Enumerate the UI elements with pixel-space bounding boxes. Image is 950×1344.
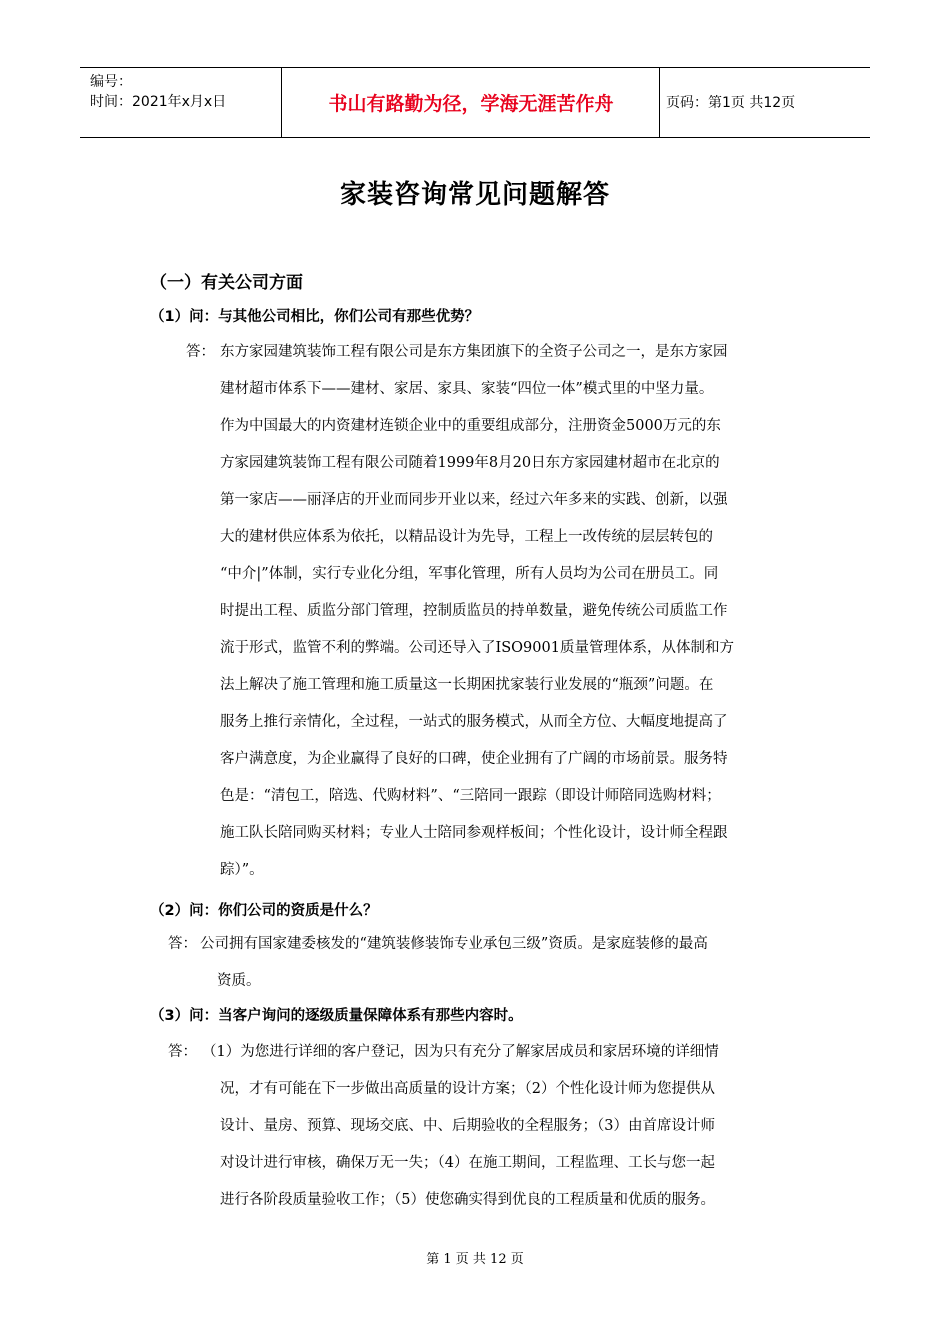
answer-line: 作为中国最大的内资建材连锁企业中的重要组成部分，注册资金5000万元的东 bbox=[220, 418, 721, 434]
answer-body bbox=[202, 1034, 719, 1219]
page-footer: 第 1 页 共 12 页 bbox=[426, 1252, 524, 1267]
time-label: 时间：2021年x月x日 bbox=[90, 94, 227, 110]
section-heading: （一）有关公司方面 bbox=[150, 273, 303, 293]
answer-line: 服务上推行亲情化，全过程，一站式的服务模式，从而全方位、大幅度地提高了 bbox=[220, 714, 728, 730]
answer-line: 况，才有可能在下一步做出高质量的设计方案；（2）个性化设计师为您提供从 bbox=[220, 1081, 715, 1097]
answer-line: 客户满意度，为企业赢得了良好的口碑，使企业拥有了广阔的市场前景。服务特 bbox=[220, 751, 728, 767]
answer-line: 色是：“清包工，陪选、代购材料”、“三陪同一跟踪（即设计师陪同选购材料； bbox=[220, 788, 721, 804]
answer-line: 资质。 bbox=[217, 973, 261, 989]
answer-line: 施工队长陪同购买材料；专业人士陪同参观样板间；个性化设计，设计师全程跟 bbox=[220, 825, 728, 841]
answer-line: 建材超市体系下——建材、家居、家具、家装“四位一体”模式里的中坚力量。 bbox=[220, 381, 714, 397]
answer-label: 答： bbox=[186, 344, 215, 360]
answer-line: （1）为您进行详细的客户登记，因为只有充分了解家居成员和家居环境的详细情 bbox=[202, 1044, 719, 1060]
answer-body bbox=[220, 334, 734, 889]
answer-line: 进行各阶段质量验收工作；（5）使您确实得到优良的工程质量和优质的服务。 bbox=[220, 1192, 715, 1208]
number-label: 编号： bbox=[90, 74, 132, 90]
header-motto: 书山有路勤为径，学海无涯苦作舟 bbox=[328, 93, 614, 115]
question-3: （3）问：当客户询问的逐级质量保障体系有那些内容时。 bbox=[150, 1008, 523, 1024]
header-page-info: 页码：第1页 共12页 bbox=[666, 95, 796, 111]
answer-line: 时提出工程、质监分部门管理，控制质监员的持单数量，避免传统公司质监工作 bbox=[220, 603, 728, 619]
answer-line: 公司拥有国家建委核发的“建筑装修装饰专业承包三级”资质。是家庭装修的最高 bbox=[200, 936, 708, 952]
answer-line: 设计、量房、预算、现场交底、中、后期验收的全程服务；（3）由首席设计师 bbox=[220, 1118, 715, 1134]
page-header bbox=[80, 67, 870, 138]
answer-line: 法上解决了施工管理和施工质量这一长期困扰家装行业发展的“瓶颈”问题。在 bbox=[220, 677, 714, 693]
header-meta bbox=[90, 72, 226, 112]
answer-line: 东方家园建筑装饰工程有限公司是东方集团旗下的全资子公司之一，是东方家园 bbox=[220, 344, 728, 360]
answer-body bbox=[200, 926, 708, 1000]
answer-label: 答： bbox=[168, 1044, 197, 1060]
answer-line: 方家园建筑装饰工程有限公司随着1999年8月20日东方家园建材超市在北京的 bbox=[220, 455, 720, 471]
answer-line: 第一家店——丽泽店的开业而同步开业以来，经过六年多来的实践、创新，以强 bbox=[220, 492, 728, 508]
answer-line: 流于形式，监管不利的弊端。公司还导入了ISO9001质量管理体系，从体制和方 bbox=[220, 640, 734, 656]
answer-label: 答： bbox=[168, 936, 197, 952]
answer-line: “中介|”体制，实行专业化分组，军事化管理，所有人员均为公司在册员工。同 bbox=[220, 566, 719, 582]
answer-line: 对设计进行审核，确保万无一失；（4）在施工期间，工程监理、工长与您一起 bbox=[220, 1155, 715, 1171]
answer-line: 踪）”。 bbox=[220, 862, 264, 878]
answer-line: 大的建材供应体系为依托，以精品设计为先导，工程上一改传统的层层转包的 bbox=[220, 529, 713, 545]
question-1: （1）问：与其他公司相比，你们公司有那些优势？ bbox=[150, 309, 480, 325]
document-title: 家装咨询常见问题解答 bbox=[339, 180, 610, 210]
question-2: （2）问：你们公司的资质是什么？ bbox=[150, 903, 378, 919]
